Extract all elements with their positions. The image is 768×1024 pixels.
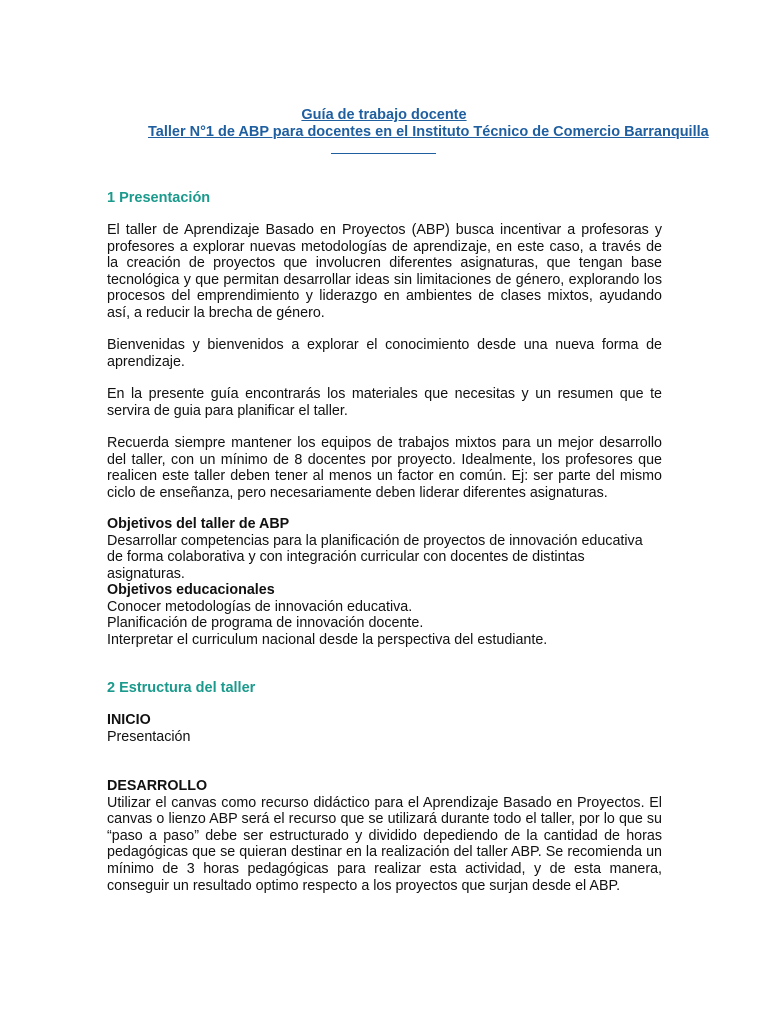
- section-heading-estructura: 2 Estructura del taller: [107, 680, 256, 696]
- objetivos-taller-block: [107, 516, 662, 582]
- objetivos-taller-heading: Objetivos del taller de ABP: [107, 516, 290, 532]
- desarrollo-heading: DESARROLLO: [107, 778, 208, 794]
- title-underline-rule: [331, 153, 436, 154]
- paragraph-welcome: Bienvenidas y bienvenidos a explorar el conocimiento desde una nueva forma de aprendizaje.: [107, 337, 662, 370]
- document-subtitle: Taller N°1 de ABP para docentes en el Instituto Técnico de Comercio Barranquilla: [148, 124, 709, 140]
- objetivos-taller-text: Desarrollar competencias para la planificación de proyectos de innovación educativa de forma colaborativa y con integración curricular con docentes de distintas asignaturas.: [107, 532, 643, 582]
- objetivo-item: Interpretar el curriculum nacional desde la perspectiva del estudiante.: [107, 631, 548, 648]
- objetivo-item: Planificación de programa de innovación docente.: [107, 615, 424, 632]
- inicio-block: [107, 712, 662, 745]
- desarrollo-block: [107, 778, 662, 894]
- document-title: Guía de trabajo docente: [301, 107, 467, 123]
- paragraph-intro: El taller de Aprendizaje Basado en Proyectos (ABP) busca incentivar a profesoras y profesores a explorar nuevas metodologías de aprendizaje, en este caso, a través de la creación de proyectos que involucren diferentes asignaturas, que tengan base tecnológica y que permitan desarrollar ideas sin limitaciones de género, explorando los procesos del emprendimiento y liderazgo en ambientes de clases mixtos, ayudando así, a reducir la brecha de género.: [107, 222, 662, 321]
- objetivos-educacionales-block: [107, 582, 662, 648]
- paragraph-guide: En la presente guía encontrarás los materiales que necesitas y un resumen que te servira de guia para planificar el taller.: [107, 386, 662, 419]
- section-heading-presentacion: 1 Presentación: [107, 190, 211, 206]
- objetivo-item: Conocer metodologías de innovación educativa.: [107, 598, 413, 615]
- desarrollo-text: Utilizar el canvas como recurso didáctico para el Aprendizaje Basado en Proyectos. El canvas o lienzo ABP será el recurso que se utilizará durante todo el taller, por lo que su “paso a paso” debe ser estructurado y dividido depediendo de la cantidad de horas pedagógicas que se quieran destinar en la realización del taller ABP. Se recomienda un mínimo de 3 horas pedagógicas para realizar esta actividad, y de esta manera, conseguir un resultado optimo respecto a los proyectos que surjan desde el ABP.: [107, 794, 662, 894]
- inicio-text: Presentación: [107, 728, 191, 745]
- inicio-heading: INICIO: [107, 712, 151, 728]
- paragraph-teams: Recuerda siempre mantener los equipos de trabajos mixtos para un mejor desarrollo del taller, con un mínimo de 8 docentes por proyecto. Idealmente, los profesores que realicen este taller deben tener al menos un factor en común. Ej: ser parte del mismo ciclo de enseñanza, pero necesariamente deben liderar diferentes asignaturas.: [107, 435, 662, 501]
- objetivos-educacionales-heading: Objetivos educacionales: [107, 582, 275, 598]
